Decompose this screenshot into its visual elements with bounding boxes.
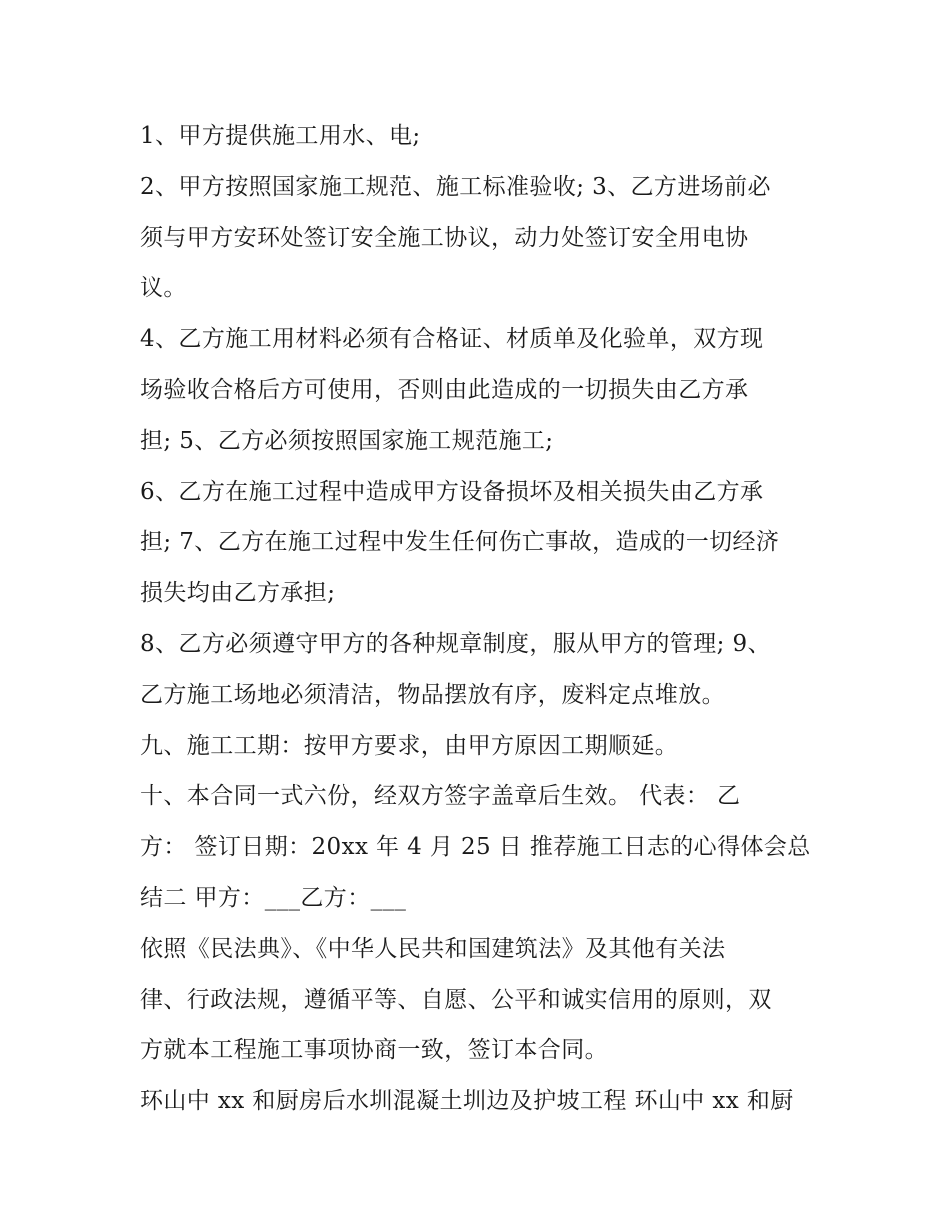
text-line: 担; 7、乙方在施工过程中发生任何伤亡事故，造成的一切经济 [140,529,780,556]
text-line: 场验收合格后方可使用，否则由此造成的一切损失由乙方承 [140,376,749,403]
text-line: 2、甲方按照国家施工规范、施工标准验收; 3、乙方进场前必 [140,173,771,200]
text-line: 须与甲方安环处签订安全施工协议，动力处签订安全用电协 [140,224,749,251]
text-line: 8、乙方必须遵守甲方的各种规章制度，服从甲方的管理; 9、 [140,630,771,657]
document-body [140,111,820,1127]
text-line: 4、乙方施工用材料必须有合格证、材质单及化验单，双方现 [140,326,764,353]
text-line: 结二 甲方：___乙方：___ [140,884,407,911]
text-line: 1、甲方提供施工用水、电; [140,123,421,149]
text-line: 九、施工工期：按甲方要求，由甲方原因工期顺延。 [140,732,679,759]
text-line: 担; 5、乙方必须按照国家施工规范施工; [140,427,554,454]
text-line: 律、行政法规，遵循平等、自愿、公平和诚实信用的原则，双 [140,986,772,1013]
text-line: 损失均由乙方承担; [140,580,336,607]
text-line: 环山中 xx 和厨房后水圳混凝土圳边及护坡工程 环山中 xx 和厨 [140,1088,794,1115]
text-line: 十、本合同一式六份，经双方签字盖章后生效。 代表： 乙 [140,783,741,810]
text-line: 6、乙方在施工过程中造成甲方设备损坏及相关损失由乙方承 [140,478,764,505]
text-line: 议。 [140,275,187,302]
text-line: 方就本工程施工事项协商一致，签订本合同。 [140,1037,608,1064]
text-line: 乙方施工场地必须清洁，物品摆放有序，废料定点堆放。 [140,681,725,708]
text-line: 依照《民法典》、《中华人民共和国建筑法》及其他有关法 [140,935,726,962]
text-line: 方： 签订日期：20xx 年 4 月 25 日 推荐施工日志的心得体会总 [140,834,811,861]
